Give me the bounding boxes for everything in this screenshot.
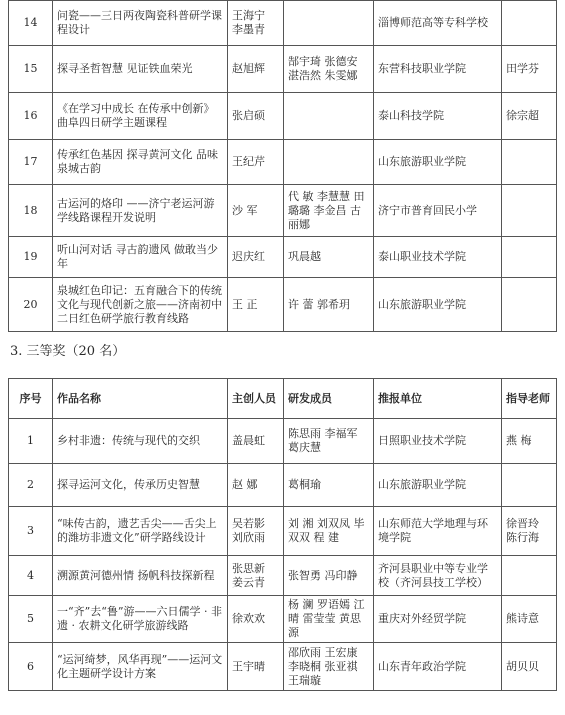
cell-teacher	[502, 556, 557, 596]
cell-title: 问瓷——三日两夜陶瓷科普研学课程设计	[53, 1, 228, 46]
cell-lead: 沙 军	[228, 185, 284, 237]
cell-team	[284, 140, 374, 185]
cell-title: 泉城红色印记：五育融合下的传统文化与现代创新之旅——济南初中二日红色研学旅行教育线路	[53, 278, 228, 332]
table-row	[9, 93, 557, 140]
cell-lead: 赵 娜	[228, 464, 284, 507]
cell-lead: 王海宁 李墨青	[228, 1, 284, 46]
cell-unit: 济宁市普育回民小学	[374, 185, 502, 237]
cell-lead: 吴若影 刘欣雨	[228, 507, 284, 556]
cell-team: 郜宇琦 张德安 湛浩然 朱雯娜	[284, 46, 374, 93]
cell-team: 邵欣雨 王宏康 李晓桐 张亚祺 王瑞璇	[284, 643, 374, 691]
header-lead: 主创人员	[228, 379, 284, 419]
table-row	[9, 419, 557, 464]
cell-title: 探寻运河文化，传承历史智慧	[53, 464, 228, 507]
table-row	[9, 507, 557, 556]
cell-unit: 泰山科技学院	[374, 93, 502, 140]
cell-unit: 齐河县职业中等专业学校（齐河县技工学校）	[374, 556, 502, 596]
header-title: 作品名称	[53, 379, 228, 419]
cell-teacher	[502, 278, 557, 332]
table-row	[9, 464, 557, 507]
table-row	[9, 1, 557, 46]
cell-teacher	[502, 464, 557, 507]
award-table-body	[9, 1, 557, 332]
cell-no: 14	[9, 1, 53, 46]
table-row	[9, 140, 557, 185]
cell-lead: 迟庆红	[228, 237, 284, 278]
cell-no: 3	[9, 507, 53, 556]
cell-lead: 赵旭辉	[228, 46, 284, 93]
cell-unit: 山东旅游职业学院	[374, 464, 502, 507]
cell-unit: 山东旅游职业学院	[374, 278, 502, 332]
table-row	[9, 46, 557, 93]
cell-team	[284, 1, 374, 46]
cell-title: “运河绮梦，风华再现”——运河文化主题研学设计方案	[53, 643, 228, 691]
cell-no: 2	[9, 464, 53, 507]
table-row	[9, 556, 557, 596]
cell-team: 巩晨越	[284, 237, 374, 278]
cell-title: “味传古韵，遗艺舌尖——舌尖上的潍坊非遗文化”研学路线设计	[53, 507, 228, 556]
cell-unit: 东营科技职业学院	[374, 46, 502, 93]
cell-lead: 盖晨虹	[228, 419, 284, 464]
cell-teacher	[502, 1, 557, 46]
cell-team: 刘 湘 刘双凤 毕双双 程 建	[284, 507, 374, 556]
cell-teacher	[502, 237, 557, 278]
table-row	[9, 185, 557, 237]
cell-lead: 张启硕	[228, 93, 284, 140]
cell-teacher: 胡贝贝	[502, 643, 557, 691]
cell-unit: 淄博师范高等专科学校	[374, 1, 502, 46]
cell-title: 乡村非遗：传统与现代的交织	[53, 419, 228, 464]
cell-teacher: 燕 梅	[502, 419, 557, 464]
cell-unit: 山东师范大学地理与环境学院	[374, 507, 502, 556]
header-unit: 推报单位	[374, 379, 502, 419]
cell-team: 陈思雨 李福军 葛庆慧	[284, 419, 374, 464]
award-table-body	[9, 419, 557, 691]
cell-lead: 张思新 姜云青	[228, 556, 284, 596]
cell-no: 20	[9, 278, 53, 332]
cell-team: 杨 澜 罗语嫣 江 晴 雷莹莹 黄思源	[284, 596, 374, 643]
header-team: 研发成员	[284, 379, 374, 419]
cell-unit: 日照职业技术学院	[374, 419, 502, 464]
cell-title: 一“齐”去“鲁”游——六日儒学 · 非遗 · 农耕文化研学旅游线路	[53, 596, 228, 643]
table-row	[9, 596, 557, 643]
section-title: 3. 三等奖（20 名）	[10, 344, 126, 359]
cell-team	[284, 93, 374, 140]
header-no: 序号	[9, 379, 53, 419]
cell-no: 16	[9, 93, 53, 140]
table-row	[9, 237, 557, 278]
cell-title: 传承红色基因 探寻黄河文化 品味泉城古韵	[53, 140, 228, 185]
cell-unit: 泰山职业技术学院	[374, 237, 502, 278]
cell-lead: 徐欢欢	[228, 596, 284, 643]
cell-team: 许 蕾 郭希玥	[284, 278, 374, 332]
table-row	[9, 643, 557, 691]
cell-unit: 山东旅游职业学院	[374, 140, 502, 185]
cell-lead: 王宇晴	[228, 643, 284, 691]
cell-no: 1	[9, 419, 53, 464]
cell-no: 18	[9, 185, 53, 237]
cell-lead: 王纪芹	[228, 140, 284, 185]
cell-teacher: 田学芬	[502, 46, 557, 93]
cell-no: 17	[9, 140, 53, 185]
cell-title: 古运河的烙印 ——济宁老运河游学线路课程开发说明	[53, 185, 228, 237]
cell-no: 4	[9, 556, 53, 596]
cell-unit: 山东青年政治学院	[374, 643, 502, 691]
cell-lead: 王 正	[228, 278, 284, 332]
cell-teacher: 熊诗意	[502, 596, 557, 643]
cell-team: 代 敏 李慧慧 田璐璐 李金昌 古丽娜	[284, 185, 374, 237]
cell-team: 葛桐瑜	[284, 464, 374, 507]
cell-teacher	[502, 140, 557, 185]
table-row	[9, 278, 557, 332]
cell-title: 探寻圣哲智慧 见证铁血荣光	[53, 46, 228, 93]
cell-no: 6	[9, 643, 53, 691]
cell-teacher: 徐宗超	[502, 93, 557, 140]
award-table-third-prize	[8, 378, 557, 691]
header-teacher: 指导老师	[502, 379, 557, 419]
table-header-row	[9, 379, 557, 419]
cell-title: 《在学习中成长 在传承中创新》曲阜四日研学主题课程	[53, 93, 228, 140]
cell-title: 听山河对话 寻古韵遗风 做敢当少年	[53, 237, 228, 278]
cell-teacher: 徐晋玲 陈行海	[502, 507, 557, 556]
cell-teacher	[502, 185, 557, 237]
cell-team: 张智勇 冯印静	[284, 556, 374, 596]
cell-no: 19	[9, 237, 53, 278]
cell-no: 15	[9, 46, 53, 93]
cell-unit: 重庆对外经贸学院	[374, 596, 502, 643]
cell-no: 5	[9, 596, 53, 643]
cell-title: 溯源黄河德州情 扬帆科技探新程	[53, 556, 228, 596]
award-table-second-prize	[8, 0, 557, 332]
